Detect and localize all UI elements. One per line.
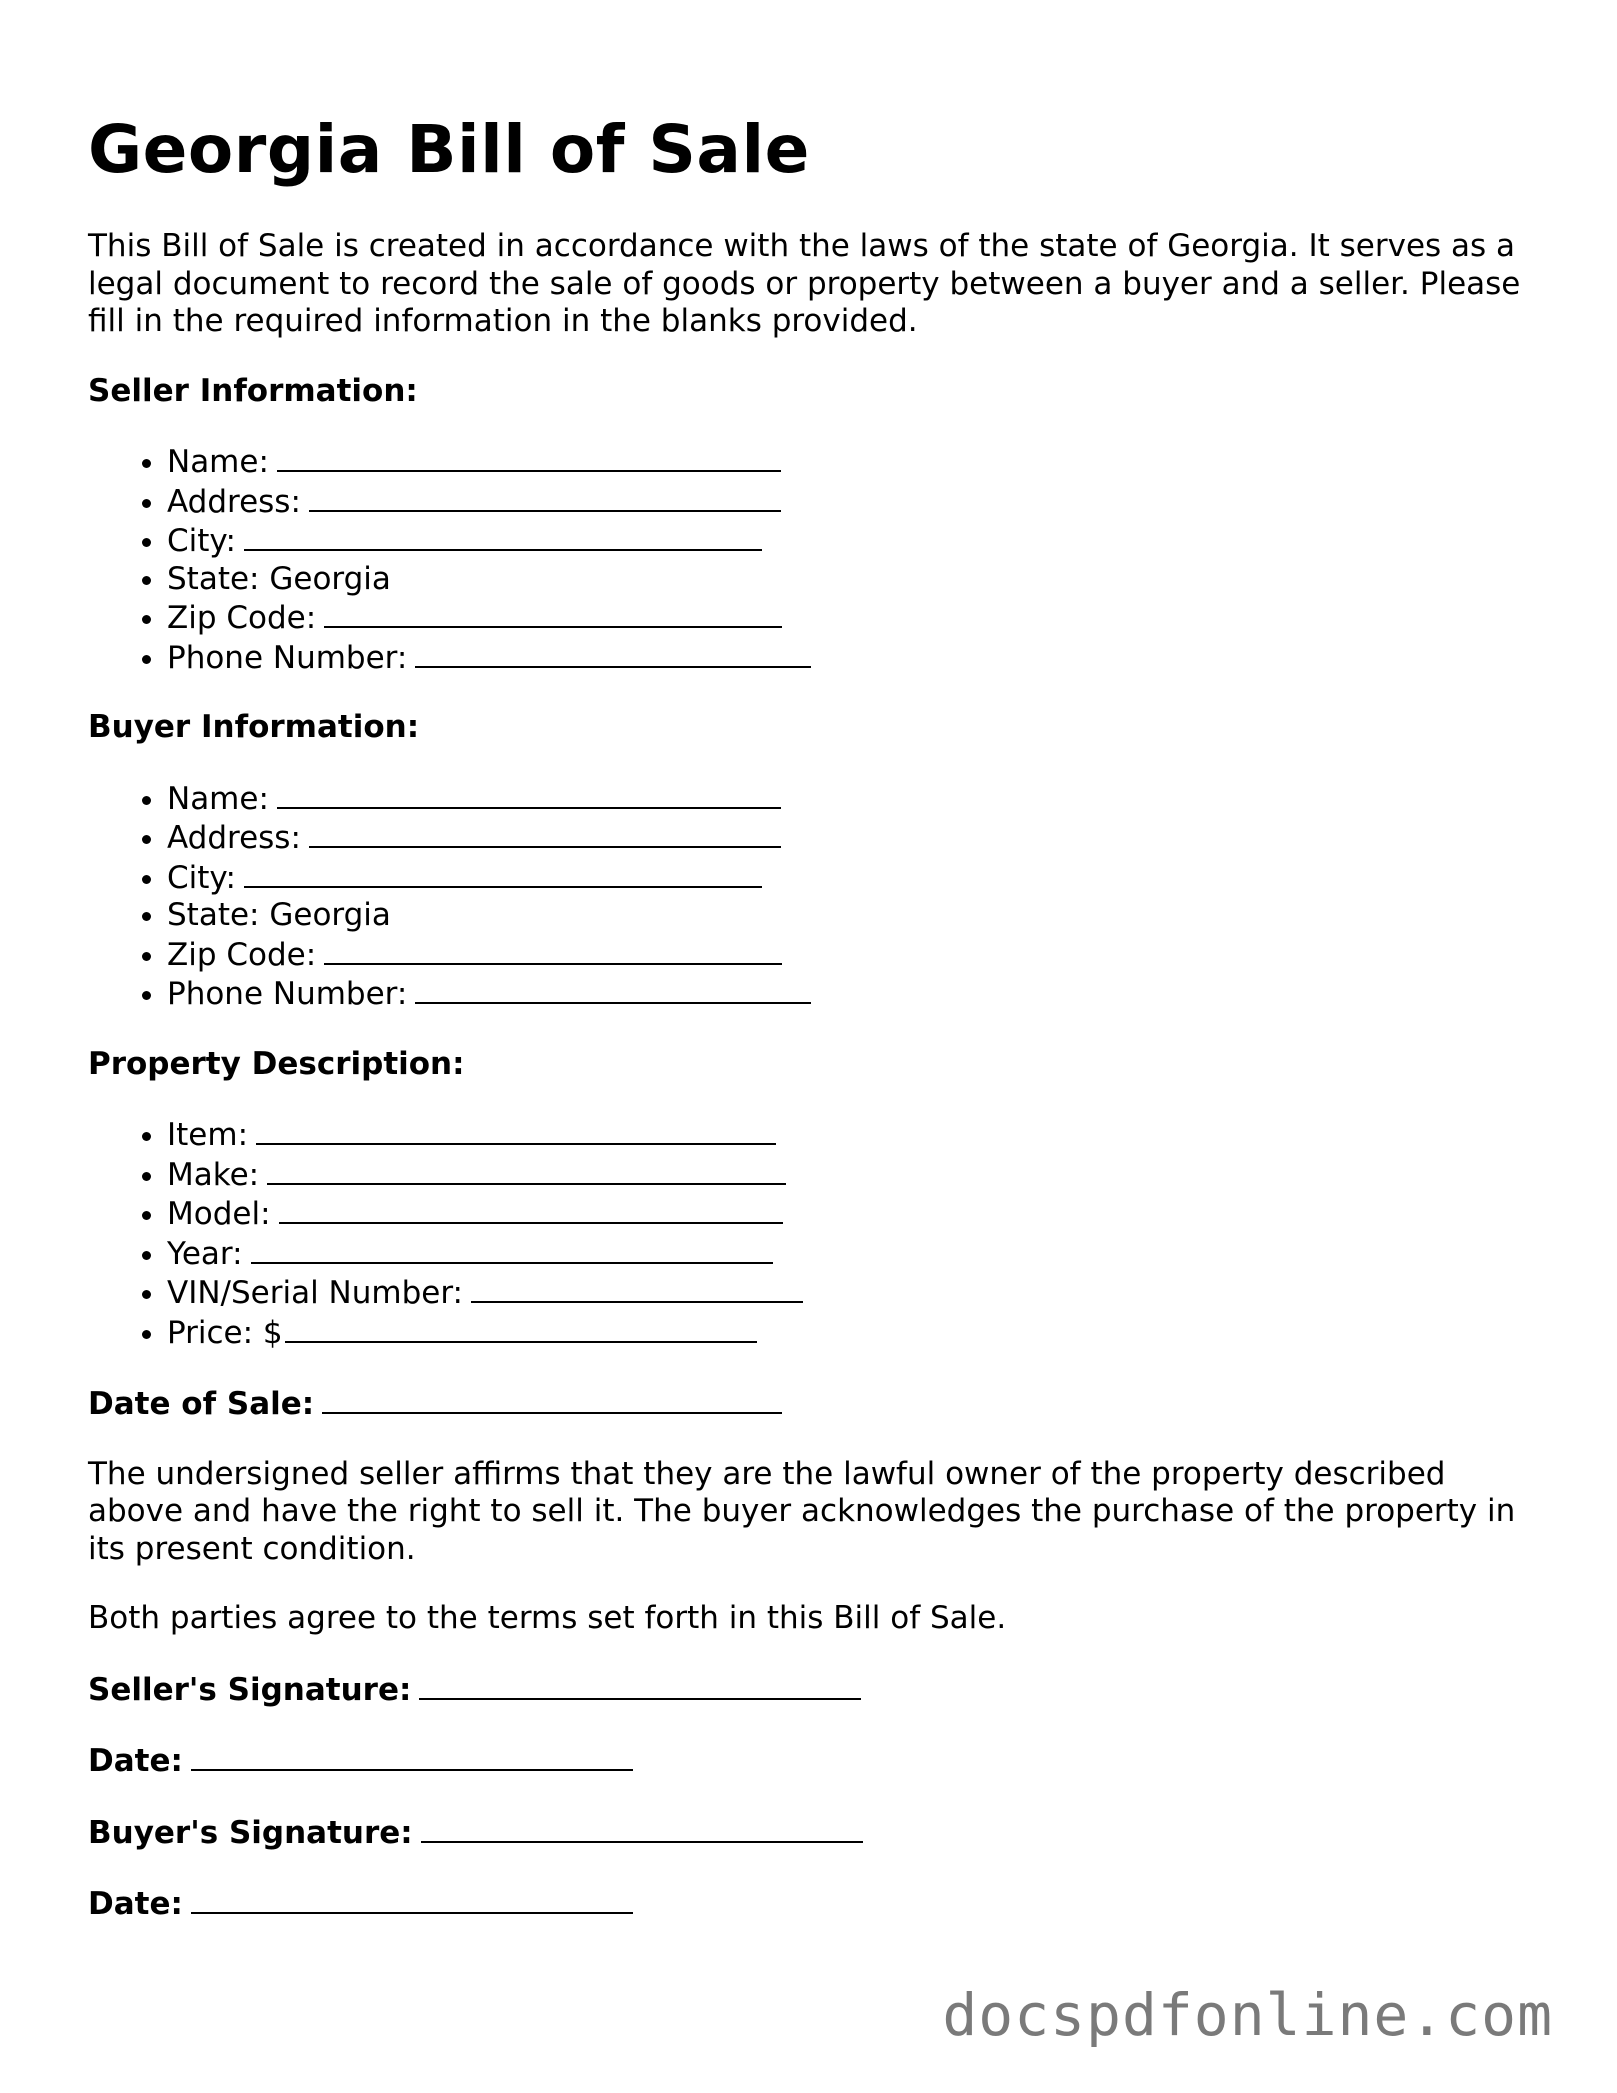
document-page bbox=[88, 110, 1528, 1924]
list-item bbox=[167, 974, 1528, 1014]
seller-date-label: Date: bbox=[88, 1743, 183, 1779]
property-description-list bbox=[88, 1115, 1528, 1352]
seller-zip-label: Zip Code: bbox=[167, 600, 317, 636]
buyer-address-label: Address: bbox=[167, 820, 301, 856]
list-item bbox=[167, 1194, 1528, 1234]
date-of-sale-blank[interactable] bbox=[322, 1384, 782, 1414]
list-item bbox=[167, 598, 1528, 638]
buyer-city-label: City: bbox=[167, 859, 236, 896]
buyer-address-blank[interactable] bbox=[309, 818, 781, 848]
buyer-info-list bbox=[88, 779, 1528, 1014]
date-of-sale-label: Date of Sale: bbox=[88, 1386, 315, 1422]
property-description-heading: Property Description: bbox=[88, 1045, 465, 1082]
seller-signature-label: Seller's Signature: bbox=[88, 1671, 412, 1708]
seller-address-label: Address: bbox=[167, 483, 301, 520]
property-vin-blank[interactable] bbox=[471, 1273, 803, 1303]
seller-city-label: City: bbox=[167, 523, 236, 559]
list-item bbox=[167, 638, 1528, 678]
seller-phone-label: Phone Number: bbox=[167, 639, 408, 676]
seller-phone-blank[interactable] bbox=[415, 638, 811, 668]
list-item bbox=[167, 897, 1528, 935]
list-item bbox=[167, 1155, 1528, 1195]
buyer-state-label: State: Georgia bbox=[167, 897, 391, 933]
seller-info-heading: Seller Information: bbox=[88, 372, 418, 409]
list-item bbox=[167, 935, 1528, 975]
buyer-name-blank[interactable] bbox=[277, 779, 781, 809]
buyer-name-label: Name: bbox=[167, 780, 269, 817]
property-vin-label: VIN/Serial Number: bbox=[167, 1275, 463, 1311]
seller-state-label: State: Georgia bbox=[167, 560, 391, 597]
document-title: Georgia Bill of Sale bbox=[88, 111, 810, 188]
buyer-signature-blank[interactable] bbox=[421, 1813, 863, 1843]
seller-name-blank[interactable] bbox=[277, 442, 781, 472]
property-model-blank[interactable] bbox=[279, 1194, 783, 1224]
buyer-city-blank[interactable] bbox=[244, 858, 762, 888]
watermark: docspdfonline.com bbox=[942, 1981, 1553, 2049]
property-price-blank[interactable] bbox=[285, 1313, 757, 1343]
buyer-date-blank[interactable] bbox=[191, 1884, 633, 1914]
buyer-signature-line bbox=[88, 1813, 1528, 1853]
list-item bbox=[167, 818, 1528, 858]
property-year-label: Year: bbox=[167, 1235, 243, 1272]
property-make-blank[interactable] bbox=[267, 1155, 786, 1185]
seller-city-blank[interactable] bbox=[244, 521, 762, 551]
seller-signature-blank[interactable] bbox=[419, 1670, 861, 1700]
buyer-info-heading: Buyer Information: bbox=[88, 709, 420, 745]
seller-address-blank[interactable] bbox=[309, 482, 781, 512]
buyer-phone-label: Phone Number: bbox=[167, 976, 408, 1012]
property-model-label: Model: bbox=[167, 1196, 271, 1232]
affirmation-paragraph: The undersigned seller affirms that they are the lawful owner of the property described above and have the right to sell it. The buyer acknowledges the purchase of the property in its present condition. bbox=[88, 1455, 1516, 1567]
list-item bbox=[167, 1273, 1528, 1313]
property-make-label: Make: bbox=[167, 1156, 260, 1193]
property-item-blank[interactable] bbox=[256, 1115, 776, 1145]
buyer-date-line bbox=[88, 1884, 1528, 1924]
list-item bbox=[167, 521, 1528, 561]
buyer-phone-blank[interactable] bbox=[415, 974, 811, 1004]
list-item bbox=[167, 482, 1528, 522]
seller-zip-blank[interactable] bbox=[324, 598, 782, 628]
property-item-label: Item: bbox=[167, 1117, 249, 1153]
buyer-zip-blank[interactable] bbox=[324, 935, 782, 965]
seller-signature-line bbox=[88, 1670, 1528, 1710]
property-year-blank[interactable] bbox=[251, 1234, 773, 1264]
intro-paragraph: This Bill of Sale is created in accordance with the laws of the state of Georgia. It serves as a legal document to record the sale of goods or property between a buyer and a seller. Please fill in the required information in the blanks provided. bbox=[88, 228, 1521, 339]
buyer-zip-label: Zip Code: bbox=[167, 936, 317, 973]
seller-date-line bbox=[88, 1741, 1528, 1781]
list-item bbox=[167, 442, 1528, 482]
list-item bbox=[167, 1115, 1528, 1155]
property-price-label: Price: $ bbox=[167, 1314, 283, 1351]
agreement-paragraph: Both parties agree to the terms set forth in this Bill of Sale. bbox=[88, 1600, 1007, 1636]
date-of-sale-line bbox=[88, 1384, 1528, 1424]
list-item bbox=[167, 1313, 1528, 1353]
seller-info-list bbox=[88, 442, 1528, 677]
list-item bbox=[167, 779, 1528, 819]
buyer-signature-label: Buyer's Signature: bbox=[88, 1814, 413, 1851]
list-item bbox=[167, 1234, 1528, 1274]
list-item bbox=[167, 858, 1528, 898]
list-item bbox=[167, 561, 1528, 599]
seller-name-label: Name: bbox=[167, 444, 269, 480]
buyer-date-label: Date: bbox=[88, 1886, 183, 1922]
seller-date-blank[interactable] bbox=[191, 1741, 633, 1771]
